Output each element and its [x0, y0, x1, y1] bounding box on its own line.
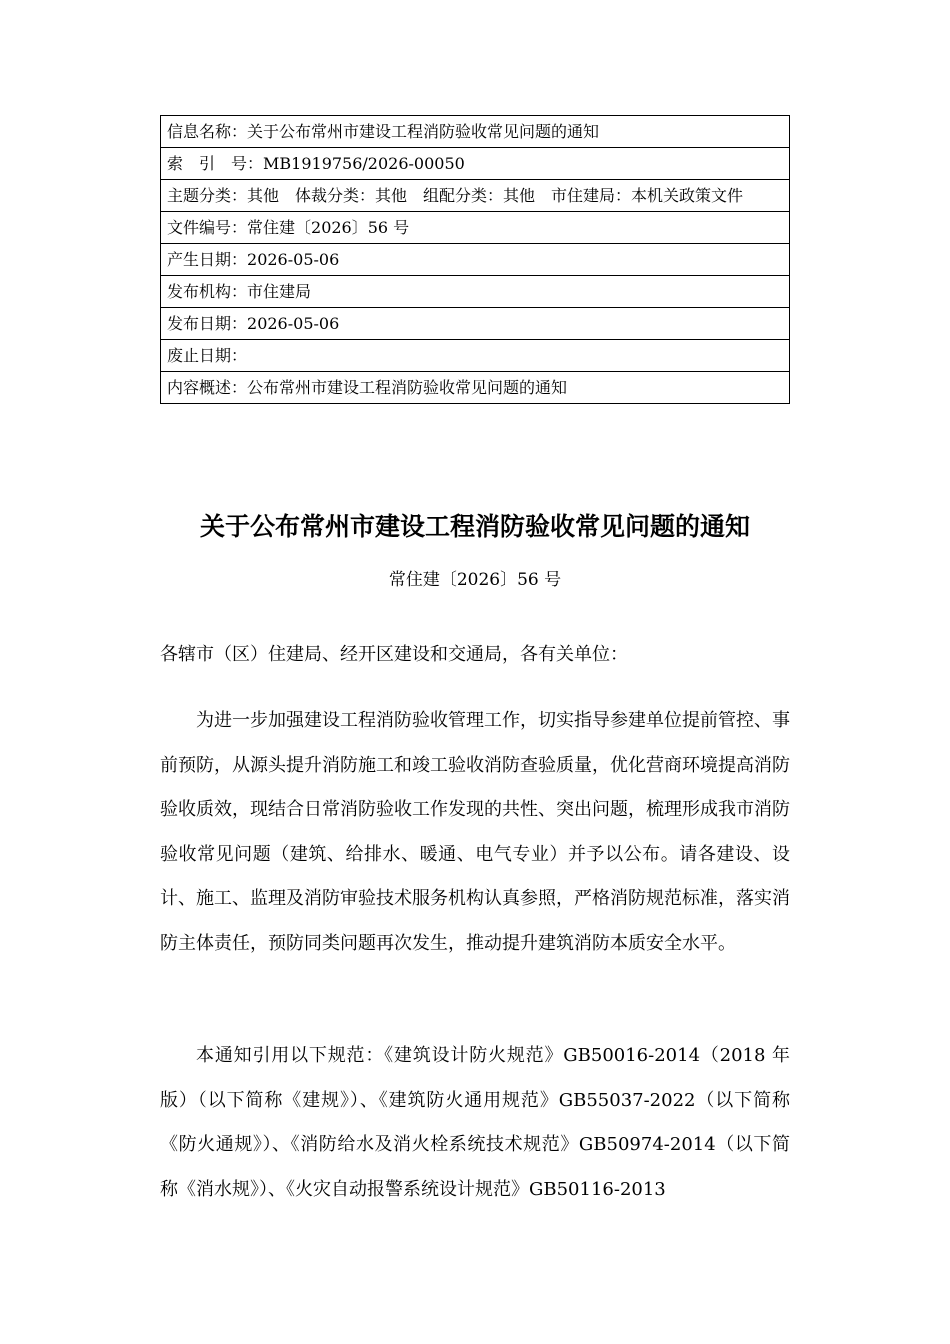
- info-row-summary: [161, 372, 790, 404]
- document-number: 常住建〔2026〕56 号: [388, 570, 562, 590]
- info-label: 发布机构：: [167, 282, 248, 301]
- info-value: 其他 体裁分类：其他 组配分类：其他 市住建局：本机关政策文件: [247, 186, 744, 205]
- salutation: 各辖市（区）住建局、经开区建设和交通局，各有关单位：: [160, 644, 628, 665]
- info-label: 索 引 号：: [167, 154, 264, 173]
- info-label: 文件编号：: [167, 218, 248, 237]
- info-row-name: [161, 116, 790, 148]
- info-value: 公布常州市建设工程消防验收常见问题的通知: [247, 378, 568, 397]
- info-row-category: [161, 180, 790, 212]
- info-label: 主题分类：: [167, 186, 248, 205]
- document-info-table: [160, 115, 790, 404]
- info-value: 市住建局: [247, 282, 312, 301]
- info-label: 发布日期：: [167, 314, 248, 333]
- info-value: 2026-05-06: [247, 250, 340, 269]
- info-label: 内容概述：: [167, 378, 248, 397]
- info-label: 信息名称：: [167, 122, 248, 141]
- document-title: 关于公布常州市建设工程消防验收常见问题的通知: [199, 512, 750, 541]
- info-row-publisher: [161, 276, 790, 308]
- info-row-publish-date: [161, 308, 790, 340]
- info-value: 2026-05-06: [247, 314, 340, 333]
- info-value: 常住建〔2026〕56 号: [247, 218, 410, 237]
- info-row-index: [161, 148, 790, 180]
- info-value: MB1919756/2026-00050: [263, 154, 465, 173]
- info-row-doc-number: [161, 212, 790, 244]
- info-row-expiry-date: [161, 340, 790, 372]
- info-row-created-date: [161, 244, 790, 276]
- info-label: 废止日期：: [167, 346, 248, 365]
- body-paragraph-2: 本通知引用以下规范：《建筑设计防火规范》GB50016-2014（2018 年版）（以下简称《建规》）、《建筑防火通用规范》GB55037-2022（以下简称《防火通规》）、《消防给水及消火栓系统技术规范》GB50974-2014（以下简称《消水规》）、《火灾自动报警系统设计规范》GB50116-2013: [160, 1045, 790, 1200]
- body-paragraph-1: 为进一步加强建设工程消防验收管理工作，切实指导参建单位提前管控、事前预防，从源头提升消防施工和竣工验收消防查验质量，优化营商环境提高消防验收质效，现结合日常消防验收工作发现的共性、突出问题，梳理形成我市消防验收常见问题（建筑、给排水、暖通、电气专业）并予以公布。请各建设、设计、施工、监理及消防审验技术服务机构认真参照，严格消防规范标准，落实消防主体责任，预防同类问题再次发生，推动提升建筑消防本质安全水平。: [160, 710, 790, 954]
- info-value: 关于公布常州市建设工程消防验收常见问题的通知: [247, 122, 600, 141]
- info-label: 产生日期：: [167, 250, 248, 269]
